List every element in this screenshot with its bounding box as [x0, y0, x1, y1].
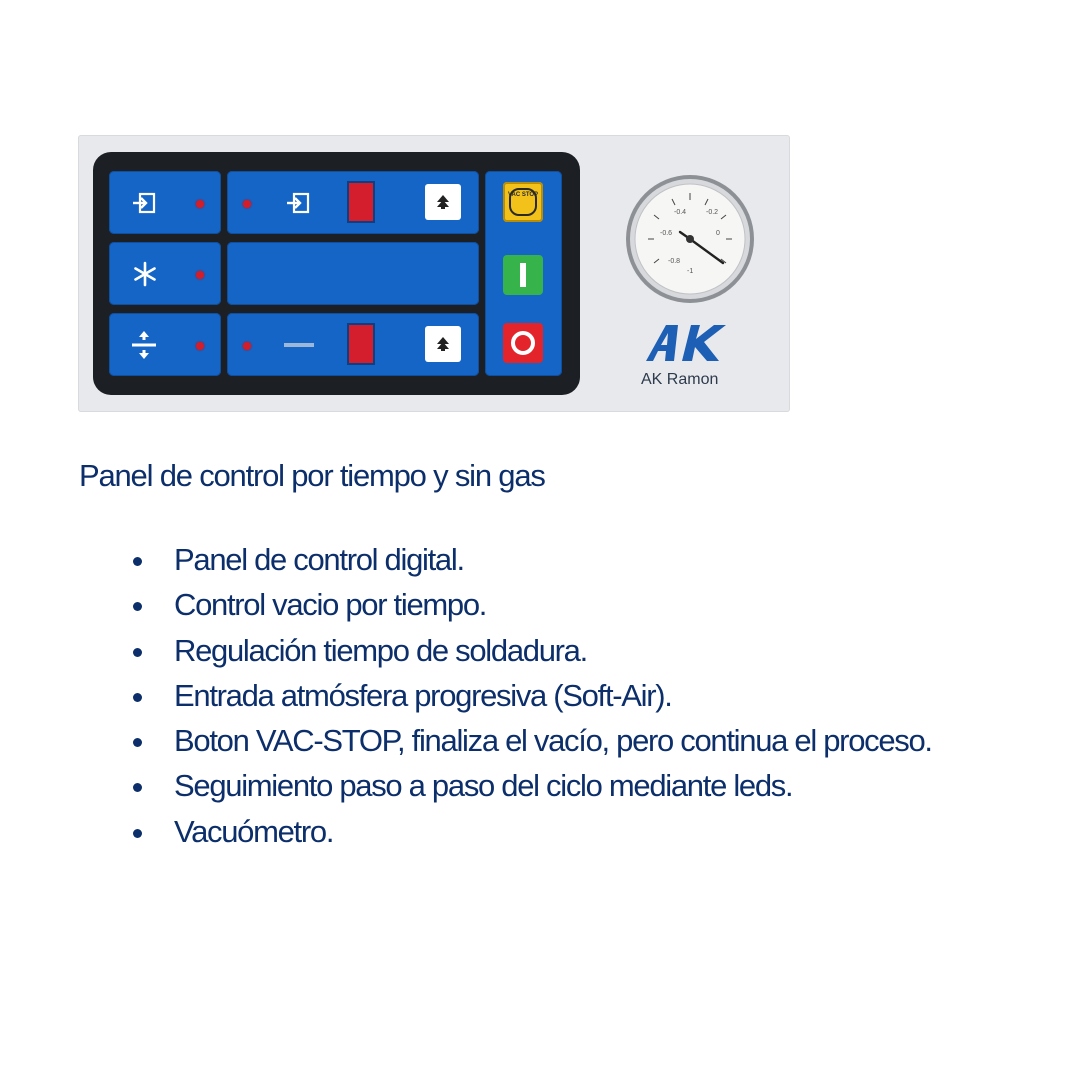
bullet-icon: [133, 829, 142, 838]
feature-text: Entrada atmósfera progresiva (Soft-Air).: [174, 677, 672, 713]
ak-logo-text: AK: [644, 321, 646, 322]
stop-button[interactable]: [503, 323, 543, 363]
feature-text: Vacuómetro.: [174, 813, 334, 849]
gauge-label: -1: [687, 268, 694, 275]
feature-text: Regulación tiempo de soldadura.: [174, 632, 587, 668]
gauge-label: -0.4: [674, 209, 687, 216]
led-cooling: [196, 271, 204, 279]
minus-icon: [283, 337, 315, 353]
key-blank: [227, 242, 479, 305]
snowflake-icon: [131, 260, 159, 288]
list-item: [174, 537, 932, 582]
bullet-icon: [133, 557, 142, 566]
key-vacuum-mode[interactable]: [109, 171, 221, 234]
led-vacuum-mode: [196, 200, 204, 208]
page-title: Panel de control por tiempo y sin gas: [79, 458, 545, 493]
bullet-icon: [133, 648, 142, 657]
feature-text: Seguimiento paso a paso del ciclo mediante leds.: [174, 768, 793, 804]
bullet-icon: [133, 693, 142, 702]
vacuum-time-adjust-button[interactable]: [425, 184, 461, 220]
led-vacuum-time: [243, 200, 251, 208]
list-item: [174, 673, 932, 718]
key-cooling[interactable]: [109, 242, 221, 305]
list-item: [174, 809, 932, 854]
key-control-column: [485, 171, 562, 376]
keypad: [93, 152, 580, 395]
bullet-icon: [133, 738, 142, 747]
feature-text: Boton VAC-STOP, finaliza el vacío, pero continua el proceso.: [174, 723, 932, 759]
led-sealing-time: [243, 342, 251, 350]
vac-stop-label: VAC STOP: [507, 192, 539, 198]
vac-stop-button[interactable]: [503, 182, 543, 222]
vacuum-time-display: [347, 181, 375, 223]
key-sealing-time[interactable]: [227, 313, 479, 376]
control-panel: [78, 135, 790, 412]
key-sealing[interactable]: [109, 313, 221, 376]
brand-name: AK Ramon: [641, 371, 719, 388]
list-item: [174, 718, 932, 763]
bullet-icon: [133, 783, 142, 792]
list-item: [174, 628, 932, 673]
up-arrow-icon: [435, 194, 451, 210]
vacuum-gauge: [624, 173, 756, 305]
sealing-time-adjust-button[interactable]: [425, 326, 461, 362]
feature-list: [174, 537, 932, 854]
feature-text: Control vacio por tiempo.: [174, 587, 487, 623]
enter-icon: [285, 191, 311, 215]
led-sealing: [196, 342, 204, 350]
enter-icon: [131, 191, 157, 215]
feature-text: Panel de control digital.: [174, 542, 464, 577]
power-off-icon: [508, 328, 538, 358]
power-on-icon: [517, 261, 529, 289]
start-button[interactable]: [503, 255, 543, 295]
ak-logo: [644, 321, 730, 365]
divide-icon: [129, 329, 159, 361]
list-item: [174, 582, 932, 627]
sealing-time-display: [347, 323, 375, 365]
up-arrow-icon: [435, 336, 451, 352]
gauge-label: -0.2: [706, 209, 719, 216]
gauge-label: -0.6: [660, 230, 673, 237]
bullet-icon: [133, 602, 142, 611]
key-vacuum-time[interactable]: [227, 171, 479, 234]
gauge-label: -0.8: [668, 258, 681, 265]
list-item: [174, 763, 932, 808]
gauge-label: 0: [716, 230, 720, 237]
